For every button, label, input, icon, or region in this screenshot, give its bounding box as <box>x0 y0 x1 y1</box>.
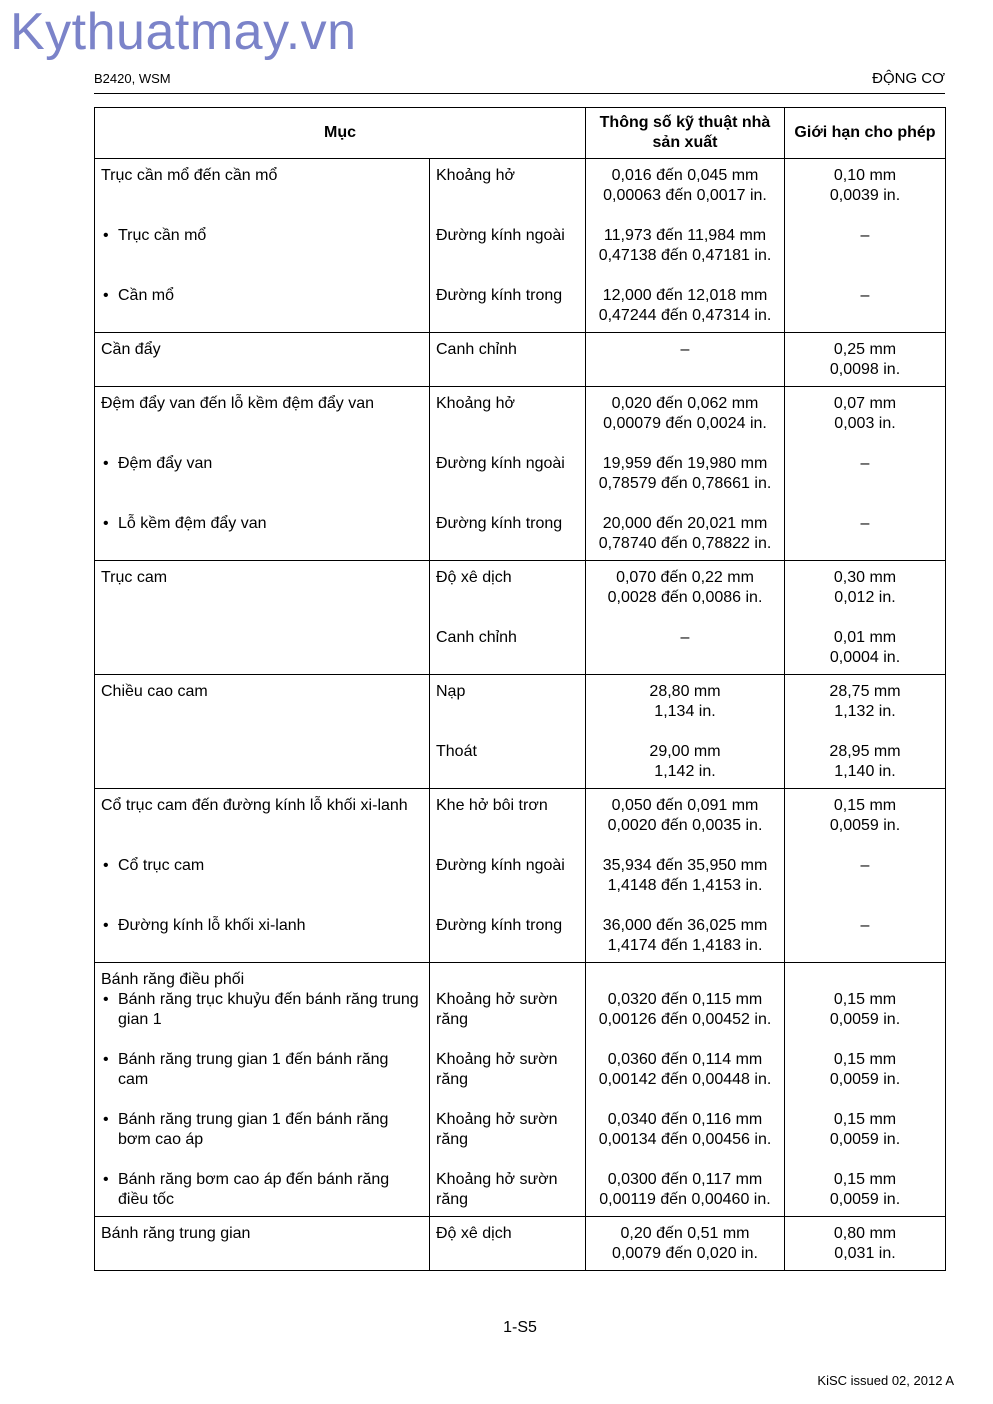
sub-item-label: • Cần mổ <box>95 286 429 326</box>
header-item: Mục <box>95 108 586 159</box>
limit-value: 0,15 mm <box>833 1171 897 1188</box>
item-label <box>95 742 429 782</box>
factory-spec-cell <box>586 333 785 387</box>
item-label <box>95 628 429 668</box>
measurement-label: Thoát <box>436 743 477 760</box>
table-row <box>95 1217 946 1271</box>
item-label: Trục cần mổ đến cần mổ <box>101 167 278 184</box>
section-title: ĐỘNG CƠ <box>872 70 945 87</box>
limit-value: 28,95 mm <box>829 743 901 760</box>
allowable-limit-cell <box>785 963 946 1217</box>
spec-value: 0,070 đến 0,22 mm <box>616 569 754 586</box>
sub-item-label: • Đệm đẩy van <box>95 454 429 494</box>
item-cell <box>95 561 430 675</box>
table-row <box>95 387 946 561</box>
issue-note: KiSC issued 02, 2012 A <box>817 1373 954 1388</box>
sub-item-label: • Trục cần mổ <box>95 226 429 266</box>
limit-value: 0,30 mm <box>833 569 897 586</box>
spec-value: 0,00119 đến 0,00460 in. <box>599 1191 771 1208</box>
measurement-label: Độ xê dịch <box>436 569 512 586</box>
page-number: 1-S5 <box>503 1319 537 1336</box>
measurement-label: Đường kính ngoài <box>436 857 565 874</box>
measurement-cell <box>430 1217 586 1271</box>
measurement-label: Khoảng hở sườn răng <box>436 1051 558 1088</box>
spec-value: 0,20 đến 0,51 mm <box>620 1225 750 1242</box>
measurement-label: Khoảng hở sườn răng <box>436 1171 558 1208</box>
item-cell <box>95 1217 430 1271</box>
limit-value: 0,15 mm <box>833 991 897 1008</box>
limit-value: – <box>860 917 870 934</box>
allowable-limit-cell <box>785 789 946 963</box>
header-allowable-limit: Giới hạn cho phép <box>785 108 946 159</box>
limit-value: 0,80 mm <box>833 1225 897 1242</box>
factory-spec-cell <box>586 963 785 1217</box>
item-label: Trục cam <box>101 569 168 586</box>
spec-value: 0,0079 đến 0,020 in. <box>612 1245 758 1262</box>
spec-value: 1,142 in. <box>654 763 716 780</box>
item-cell <box>95 675 430 789</box>
limit-value: – <box>860 515 870 532</box>
spec-value: 19,959 đến 19,980 mm <box>602 455 768 472</box>
spec-value: 0,0028 đến 0,0086 in. <box>607 589 763 606</box>
factory-spec-cell <box>586 675 785 789</box>
table-row <box>95 963 946 1217</box>
item-label: Cổ trục cam đến đường kính lỗ khối xi-lanh <box>101 797 408 814</box>
limit-value: 0,07 mm <box>833 395 897 412</box>
sub-item-label: • Đường kính lỗ khối xi-lanh <box>95 916 429 956</box>
measurement-label: Khe hở bôi trơn <box>436 797 548 814</box>
limit-value: 0,031 in. <box>834 1245 896 1262</box>
measurement-cell <box>430 387 586 561</box>
spec-value: 35,934 đến 35,950 mm <box>602 857 768 874</box>
factory-spec-cell <box>586 387 785 561</box>
limit-value: 0,10 mm <box>833 167 897 184</box>
measurement-cell <box>430 159 586 333</box>
item-cell <box>95 963 430 1217</box>
item-label: Chiều cao cam <box>101 683 208 700</box>
measurement-label: Khoảng hở <box>436 167 515 184</box>
spec-value: 0,0300 đến 0,117 mm <box>607 1171 763 1188</box>
measurement-label: Đường kính ngoài <box>436 455 565 472</box>
item-label: Bánh răng trung gian <box>101 1225 251 1242</box>
item-label: Đệm đẩy van đến lỗ kềm đệm đẩy van <box>101 395 375 412</box>
spec-value: 0,050 đến 0,091 mm <box>611 797 759 814</box>
limit-value: 0,0059 in. <box>829 1131 901 1148</box>
measurement-label: Canh chỉnh <box>436 629 517 646</box>
measurement-label: Khoảng hở sườn răng <box>436 991 558 1028</box>
spec-value: 0,0320 đến 0,115 mm <box>607 991 763 1008</box>
table-row <box>95 333 946 387</box>
limit-value: 1,140 in. <box>834 763 896 780</box>
measurement-cell <box>430 789 586 963</box>
measurement-label: Canh chỉnh <box>436 341 517 358</box>
item-cell <box>95 333 430 387</box>
allowable-limit-cell <box>785 159 946 333</box>
limit-value: – <box>860 455 870 472</box>
measurement-label: Khoảng hở sườn răng <box>436 1111 558 1148</box>
measurement-label: Độ xê dịch <box>436 1225 512 1242</box>
item-cell <box>95 789 430 963</box>
limit-value: 0,0059 in. <box>829 1011 901 1028</box>
spec-value: 28,80 mm <box>649 683 721 700</box>
group-title: Bánh răng điều phối <box>101 971 245 988</box>
spec-value: 20,000 đến 20,021 mm <box>602 515 768 532</box>
measurement-label: Đường kính ngoài <box>436 227 565 244</box>
spec-value: – <box>680 629 690 646</box>
measurement-label: Khoảng hở <box>436 395 515 412</box>
sub-item-label: • Bánh răng trục khuỷu đến bánh răng trung gian 1 <box>95 990 429 1030</box>
item-label: Cần đẩy <box>101 341 161 358</box>
spec-value: 1,4174 đến 1,4183 in. <box>607 937 763 954</box>
spec-value: 0,00134 đến 0,00456 in. <box>598 1131 772 1148</box>
measurement-label: Đường kính trong <box>436 515 563 532</box>
spec-value: 1,134 in. <box>654 703 716 720</box>
spec-value: 29,00 mm <box>649 743 721 760</box>
spec-value: 0,47138 đến 0,47181 in. <box>598 247 772 264</box>
limit-value: 0,0098 in. <box>829 361 901 378</box>
measurement-cell <box>430 561 586 675</box>
allowable-limit-cell <box>785 387 946 561</box>
limit-value: 1,132 in. <box>834 703 896 720</box>
limit-value: 0,0004 in. <box>829 649 901 666</box>
table-row <box>95 561 946 675</box>
table-row <box>95 789 946 963</box>
spec-value: 0,0340 đến 0,116 mm <box>607 1111 763 1128</box>
factory-spec-cell <box>586 1217 785 1271</box>
spec-value: 0,020 đến 0,062 mm <box>611 395 759 412</box>
header-factory-spec: Thông số kỹ thuật nhà sản xuất <box>586 108 785 159</box>
limit-value: 0,0059 in. <box>829 817 901 834</box>
specification-table <box>94 107 946 1271</box>
factory-spec-cell <box>586 159 785 333</box>
table-row <box>95 159 946 333</box>
measurement-label: Đường kính trong <box>436 287 563 304</box>
limit-value: 0,01 mm <box>833 629 897 646</box>
spec-value: – <box>680 341 690 358</box>
spec-value: 0,00126 đến 0,00452 in. <box>598 1011 772 1028</box>
spec-value: 0,016 đến 0,045 mm <box>611 167 759 184</box>
table-row <box>95 675 946 789</box>
limit-value: 0,0039 in. <box>829 187 901 204</box>
limit-value: – <box>860 287 870 304</box>
item-cell <box>95 159 430 333</box>
header-divider <box>94 93 945 94</box>
limit-value: 0,0059 in. <box>829 1191 901 1208</box>
limit-value: 28,75 mm <box>829 683 901 700</box>
limit-value: 0,25 mm <box>833 341 897 358</box>
spec-value: 11,973 đến 11,984 mm <box>603 227 767 244</box>
sub-item-label: • Bánh răng trung gian 1 đến bánh răng bơm cao áp <box>95 1110 429 1150</box>
limit-value: 0,0059 in. <box>829 1071 901 1088</box>
spec-value: 0,47244 đến 0,47314 in. <box>598 307 772 324</box>
spec-value: 0,00063 đến 0,0017 in. <box>603 187 767 204</box>
spec-value: 0,00079 đến 0,0024 in. <box>603 415 767 432</box>
limit-value: 0,15 mm <box>833 797 897 814</box>
allowable-limit-cell <box>785 1217 946 1271</box>
model-label: B2420, WSM <box>94 71 171 86</box>
limit-value: – <box>860 857 870 874</box>
sub-item-label: • Cổ trục cam <box>95 856 429 896</box>
measurement-label: Nạp <box>436 683 466 700</box>
factory-spec-cell <box>586 789 785 963</box>
sub-item-label: • Lỗ kềm đệm đẩy van <box>95 514 429 554</box>
sub-item-label: • Bánh răng bơm cao áp đến bánh răng điều tốc <box>95 1170 429 1210</box>
table-header-row <box>95 108 946 159</box>
measurement-cell <box>430 963 586 1217</box>
factory-spec-cell <box>586 561 785 675</box>
spec-value: 0,00142 đến 0,00448 in. <box>598 1071 772 1088</box>
spec-value: 36,000 đến 36,025 mm <box>602 917 768 934</box>
spec-value: 0,78579 đến 0,78661 in. <box>598 475 772 492</box>
limit-value: – <box>860 227 870 244</box>
limit-value: 0,15 mm <box>833 1111 897 1128</box>
sub-item-label: • Bánh răng trung gian 1 đến bánh răng cam <box>95 1050 429 1090</box>
allowable-limit-cell <box>785 333 946 387</box>
spec-value: 12,000 đến 12,018 mm <box>602 287 768 304</box>
spec-value: 0,78740 đến 0,78822 in. <box>598 535 772 552</box>
limit-value: 0,012 in. <box>834 589 896 606</box>
measurement-cell <box>430 675 586 789</box>
allowable-limit-cell <box>785 675 946 789</box>
limit-value: 0,15 mm <box>833 1051 897 1068</box>
limit-value: 0,003 in. <box>834 415 896 432</box>
spec-value: 0,0020 đến 0,0035 in. <box>607 817 763 834</box>
allowable-limit-cell <box>785 561 946 675</box>
site-watermark: Kythuatmay.vn <box>10 3 357 61</box>
measurement-cell <box>430 333 586 387</box>
item-cell <box>95 387 430 561</box>
measurement-label: Đường kính trong <box>436 917 563 934</box>
spec-value: 1,4148 đến 1,4153 in. <box>607 877 763 894</box>
spec-value: 0,0360 đến 0,114 mm <box>607 1051 763 1068</box>
